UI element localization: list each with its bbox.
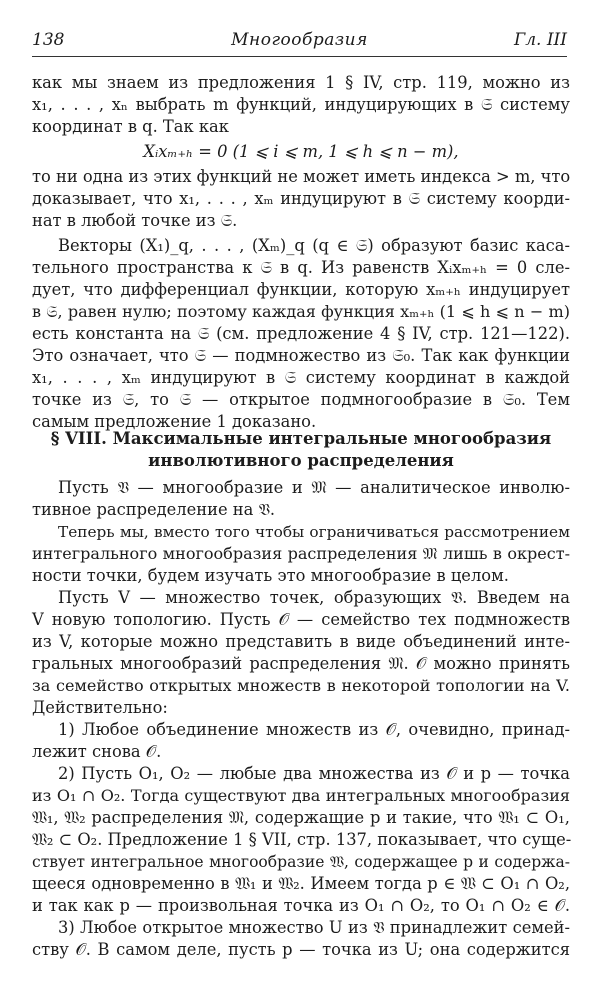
text-line: как мы знаем из предложения 1 § IV, стр. 119, можно из [32,73,570,92]
text-line: то ни одна из этих функций не может иметь индекса > m, что [32,167,571,186]
section-heading: инволютивного распределения [148,451,454,470]
page-number: 138 [32,30,65,50]
formula: Xᵢxₘ₊ₕ = 0 (1 ⩽ i ⩽ m, 1 ⩽ h ⩽ n − m), [143,142,459,161]
text-line: тельного пространства к 𝔖 в q. Из равенств Xᵢxₘ₊ₕ = 0 сле- [32,258,570,277]
text-line: доказывает, что x₁, . . . , xₘ индуцируют в 𝔖 систему коорди- [32,189,570,208]
text-line: x₁, . . . , xₘ индуцируют в 𝔖 систему координат в каждой [32,368,570,387]
text-line: щееся одновременно в 𝔚₁ и 𝔚₂. Имеем тогда p ∈ 𝔚 ⊂ O₁ ∩ O₂, [32,874,570,893]
running-header [32,30,567,57]
text-line: ству 𝒪. В самом деле, пусть p — точка из U; она содержится [32,940,570,959]
text-line: Пусть V — множество точек, образующих 𝔙. Введем на [58,588,570,607]
running-title: Многообразия [231,30,368,50]
text-line: нат в любой точке из 𝔖. [32,211,238,230]
text-line: 𝔚₁, 𝔚₂ распределения 𝔐, содержащие p и такие, что 𝔚₁ ⊂ O₁, [32,808,570,827]
text-line: Векторы (X₁)_q, . . . , (Xₘ)_q (q ∈ 𝔖) образуют базис каса- [58,236,570,255]
text-line: ствует интегральное многообразие 𝔚, содержащее p и содержа- [32,853,570,871]
text-line: и так как p — произвольная точка из O₁ ∩ O₂, то O₁ ∩ O₂ ∈ 𝒪. [32,896,570,915]
text-line: из V, которые можно представить в виде объединений инте- [32,632,570,651]
text-line: в 𝔖, равен нулю; поэтому каждая функция xₘ₊ₕ (1 ⩽ h ⩽ n − m) [32,302,570,321]
text-line: 3) Любое открытое множество U из 𝔙 принадлежит семей- [58,918,570,937]
chapter-label: Гл. III [513,30,567,50]
text-line: интегрального многообразия распределения 𝔐 лишь в окрест- [32,544,570,563]
text-line: ности точки, будем изучать это многообразие в целом. [32,566,509,585]
text-line: лежит снова 𝒪. [32,742,162,761]
text-line: 2) Пусть O₁, O₂ — любые два множества из 𝒪 и p — точка [58,764,570,783]
text-line: есть константа на 𝔖 (см. предложение 4 § IV, стр. 121—122). [32,324,570,343]
text-line: 𝔚₂ ⊂ O₂. Предложение 1 § VII, стр. 137, показывает, что суще- [32,830,572,849]
text-line: координат в q. Так как [32,117,229,136]
text-line: из O₁ ∩ O₂. Тогда существуют два интегральных многообразия [32,786,570,805]
text-line: дует, что дифференциал функции, которую xₘ₊ₕ индуцирует [32,280,570,299]
text-line: x₁, . . . , xₙ выбрать m функций, индуцирующих в 𝔖 систему [32,95,570,114]
text-line: точке из 𝔖, то 𝔖 — открытое подмногообразие в 𝔖₀. Тем [32,390,570,409]
text-line: Это означает, что 𝔖 — подмножество из 𝔖₀. Так как функции [32,346,570,365]
text-line: 1) Любое объединение множеств из 𝒪, очевидно, принад- [58,720,570,739]
text-line: Теперь мы, вместо того чтобы ограничиваться рассмотрением [58,523,570,541]
text-line: тивное распределение на 𝔙. [32,500,276,519]
text-line: Действительно: [32,698,168,717]
text-line: V новую топологию. Пусть 𝒪 — семейство тех подмножеств [32,610,570,629]
text-line: гральных многообразий распределения 𝔐. 𝒪 можно принять [32,654,570,673]
text-line: самым предложение 1 доказано. [32,412,317,431]
section-heading: § VIII. Максимальные интегральные многообразия [50,429,552,448]
text-line: Пусть 𝔙 — многообразие и 𝔐 — аналитическое инволю- [58,478,570,497]
text-line: за семейство открытых множеств в некоторой топологии на V. [32,676,570,695]
